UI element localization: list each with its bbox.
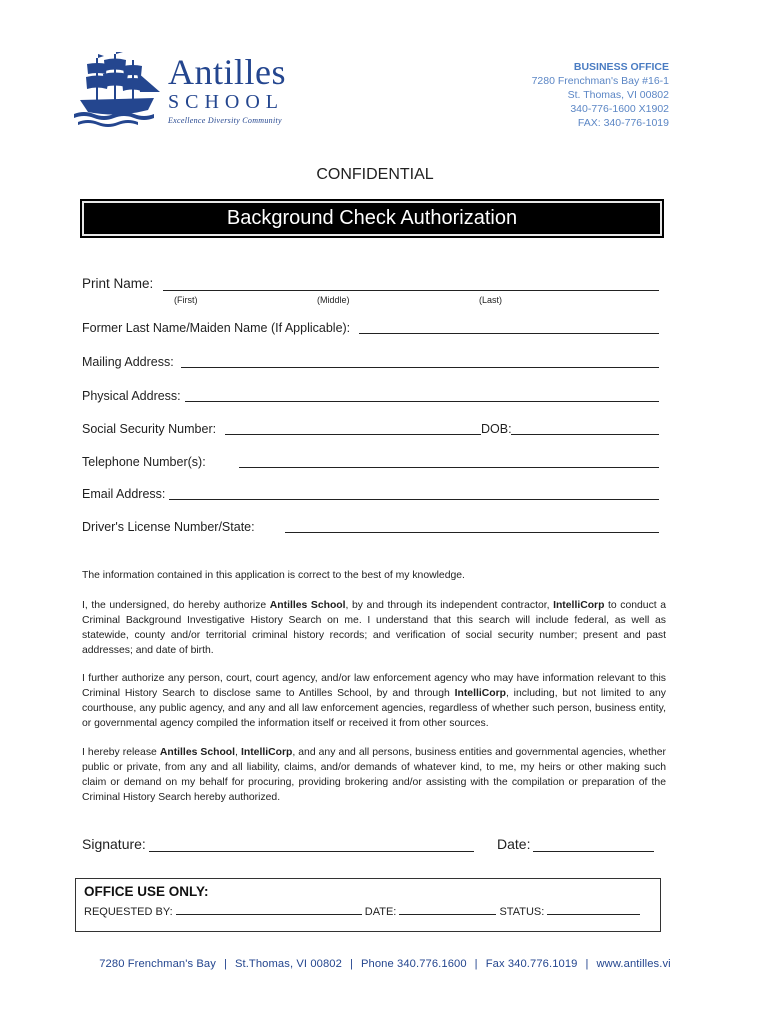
footer-separator: |: [223, 958, 227, 970]
email-field[interactable]: [169, 499, 659, 500]
former-name-label: Former Last Name/Maiden Name (If Applicable):: [82, 321, 351, 335]
print-name-field[interactable]: [163, 290, 659, 291]
last-name-caption: (Last): [479, 295, 503, 305]
office-city: St. Thomas, VI 00802: [567, 89, 669, 101]
footer-separator: |: [474, 958, 478, 970]
confidential-heading: CONFIDENTIAL: [316, 166, 434, 183]
physical-address-label: Physical Address:: [82, 389, 181, 403]
footer: [0, 958, 770, 970]
license-label: Driver's License Number/State:: [82, 520, 255, 534]
knowledge-statement: The information contained in this application is correct to the best of my knowledge.: [82, 570, 465, 581]
office-title: BUSINESS OFFICE: [573, 61, 669, 73]
physical-address-field[interactable]: [185, 401, 659, 402]
ssn-field[interactable]: [225, 434, 481, 435]
print-name-label: Print Name:: [82, 276, 154, 291]
requested-by-label: REQUESTED BY:: [84, 906, 173, 918]
office-date-field[interactable]: [399, 905, 496, 915]
ssn-label: Social Security Number:: [82, 422, 217, 436]
page-title: Background Check Authorization: [226, 207, 518, 229]
requested-by-field[interactable]: [176, 905, 362, 915]
first-name-caption: (First): [174, 295, 198, 305]
logo-school: SCHOOL: [168, 91, 285, 113]
mailing-address-label: Mailing Address:: [82, 355, 174, 369]
email-label: Email Address:: [82, 487, 166, 501]
dob-label: DOB:: [481, 422, 512, 436]
middle-name-caption: (Middle): [317, 295, 350, 305]
office-use-row: [84, 905, 640, 918]
footer-city: St.Thomas, VI 00802: [234, 958, 342, 970]
title-banner: [80, 199, 664, 238]
date-field[interactable]: [533, 851, 654, 852]
signature-label: Signature:: [82, 836, 146, 852]
footer-fax: Fax 340.776.1019: [485, 958, 578, 970]
date-label: Date:: [497, 836, 531, 852]
logo-tagline: Excellence Diversity Community: [168, 116, 282, 125]
authorization-paragraph: I, the undersigned, do hereby authorize Antilles School, by and through its independent contractor, IntelliCorp to conduct a Criminal Background Investigative History Search on me. I understand that this search will include federal, as well as statewide, county and/or territorial criminal history records; and verification of social security number; present and past addresses; and date of birth.: [82, 600, 666, 656]
dob-field[interactable]: [511, 434, 659, 435]
footer-phone: Phone 340.776.1600: [360, 958, 467, 970]
footer-separator: |: [585, 958, 589, 970]
office-address: 7280 Frenchman's Bay #16-1: [531, 75, 669, 87]
release-paragraph: I hereby release Antilles School, IntelliCorp, and any and all persons, business entities and governmental agencies, whether public or private, from any and all liability, claims, and/or demands of whatever kind, to me, my heirs or other making such claim or demand on my behalf for procuring, providing brokering and/or assisting with the compilation or preparation of the Criminal History Search hereby authorized.: [82, 747, 666, 803]
status-label: STATUS:: [499, 906, 545, 918]
office-use-title: OFFICE USE ONLY:: [84, 884, 209, 899]
office-date-label: DATE:: [364, 906, 397, 918]
telephone-label: Telephone Number(s):: [82, 455, 206, 469]
business-office-block: [532, 60, 669, 130]
status-field[interactable]: [547, 905, 640, 915]
footer-website-link[interactable]: www.antilles.vi: [596, 958, 671, 970]
footer-address: 7280 Frenchman's Bay: [99, 958, 216, 970]
telephone-field[interactable]: [239, 467, 659, 468]
further-authorization-paragraph: I further authorize any person, court, court agency, and/or law enforcement agency who may have information relevant to this Criminal History Search to disclose same to Antilles School, by and through IntelliCorp, including, but not limited to any courthouse, any public agency, and any and all law enforcement agencies, regardless of whether such person, business entity, or governmental agency compiled the information itself or received it from other sources.: [82, 673, 666, 729]
logo-name: Antilles: [168, 52, 286, 92]
signature-field[interactable]: [149, 851, 474, 852]
office-phone: 340-776-1600 X1902: [570, 103, 669, 115]
former-name-field[interactable]: [359, 333, 659, 334]
footer-separator: |: [349, 958, 353, 970]
office-fax: FAX: 340-776-1019: [577, 117, 669, 129]
mailing-address-field[interactable]: [181, 367, 659, 368]
license-field[interactable]: [285, 532, 659, 533]
